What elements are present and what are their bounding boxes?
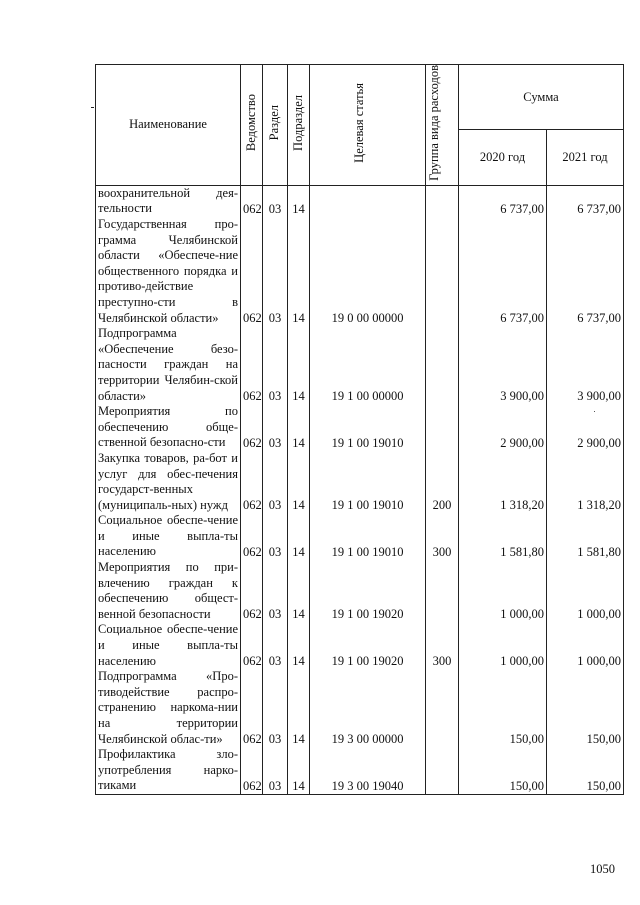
table-body — [96, 185, 624, 794]
cell-razdel: 03 — [263, 622, 288, 669]
table-row — [96, 669, 624, 747]
cell-razdel: 03 — [263, 560, 288, 622]
cell-cel: 19 1 00 19020 — [310, 560, 426, 622]
cell-razdel: 03 — [263, 669, 288, 747]
cell-cel: 19 0 00 00000 — [310, 217, 426, 326]
cell-cel — [310, 185, 426, 217]
cell-y2021: 2 900,00 — [547, 404, 624, 451]
cell-y2021: 6 737,00 — [547, 217, 624, 326]
cell-y2020: 6 737,00 — [459, 217, 547, 326]
cell-ved: 062 — [241, 747, 263, 794]
cell-cel: 19 1 00 19010 — [310, 404, 426, 451]
cell-grp — [426, 669, 459, 747]
cell-y2020: 1 000,00 — [459, 560, 547, 622]
header-name: Наименование — [96, 65, 241, 186]
cell-y2020: 1 318,20 — [459, 451, 547, 513]
cell-cel: 19 1 00 19020 — [310, 622, 426, 669]
cell-cel: 19 3 00 00000 — [310, 669, 426, 747]
cell-y2021: 1 318,20 — [547, 451, 624, 513]
cell-grp — [426, 185, 459, 217]
header-subsection: Подраздел — [288, 65, 310, 186]
cell-name: Мероприятия по при-влечению граждан к обеспечению общест-венной безопасности — [96, 560, 241, 622]
cell-y2020: 1 581,80 — [459, 513, 547, 560]
cell-cel: 19 1 00 19010 — [310, 513, 426, 560]
cell-ved: 062 — [241, 669, 263, 747]
cell-ved: 062 — [241, 404, 263, 451]
cell-grp — [426, 326, 459, 404]
cell-podrazdel: 14 — [288, 217, 310, 326]
cell-grp — [426, 217, 459, 326]
table-row — [96, 560, 624, 622]
cell-y2020: 1 000,00 — [459, 622, 547, 669]
cell-name: Подпрограмма «Обеспечение безо-пасности граждан на территории Челябин-ской области» — [96, 326, 241, 404]
cell-ved: 062 — [241, 560, 263, 622]
cell-podrazdel: 14 — [288, 451, 310, 513]
cell-podrazdel: 14 — [288, 622, 310, 669]
cell-grp — [426, 747, 459, 794]
cell-y2020: 150,00 — [459, 669, 547, 747]
cell-cel: 19 3 00 19040 — [310, 747, 426, 794]
cell-razdel: 03 — [263, 185, 288, 217]
table-row — [96, 326, 624, 404]
cell-grp: 300 — [426, 622, 459, 669]
header-year-2021: 2021 год — [547, 130, 624, 186]
header-sum: Сумма — [459, 65, 624, 130]
header-target-article: Целевая статья — [310, 65, 426, 186]
cell-ved: 062 — [241, 451, 263, 513]
cell-name: Подпрограмма «Про-тиводействие распро-странению наркома-нии на территории Челябинской облас-ти» — [96, 669, 241, 747]
cell-razdel: 03 — [263, 217, 288, 326]
cell-y2020: 2 900,00 — [459, 404, 547, 451]
cell-grp: 200 — [426, 451, 459, 513]
header-section: Раздел — [263, 65, 288, 186]
cell-podrazdel: 14 — [288, 513, 310, 560]
table-row — [96, 513, 624, 560]
page-number: 1050 — [590, 862, 615, 876]
cell-name: Социальное обеспе-чение и иные выпла-ты населению — [96, 622, 241, 669]
cell-podrazdel: 14 — [288, 404, 310, 451]
cell-y2021: 1 000,00 — [547, 560, 624, 622]
table-row — [96, 404, 624, 451]
header-year-2020: 2020 год — [459, 130, 547, 186]
cell-cel: 19 1 00 00000 — [310, 326, 426, 404]
cell-grp — [426, 560, 459, 622]
table-header — [96, 65, 624, 186]
cell-podrazdel: 14 — [288, 560, 310, 622]
cell-razdel: 03 — [263, 404, 288, 451]
cell-y2021: 6 737,00 — [547, 185, 624, 217]
header-expense-group: Группа вида расходов — [426, 65, 459, 186]
cell-grp — [426, 404, 459, 451]
cell-razdel: 03 — [263, 513, 288, 560]
table-row — [96, 622, 624, 669]
table-row — [96, 185, 624, 217]
cell-y2021: 3 900,00 — [547, 326, 624, 404]
cell-y2021: 1 000,00 — [547, 622, 624, 669]
cell-podrazdel: 14 — [288, 747, 310, 794]
cell-name: Социальное обеспе-чение и иные выпла-ты населению — [96, 513, 241, 560]
cell-razdel: 03 — [263, 326, 288, 404]
cell-name: Государственная про-грамма Челябинской области «Обеспече-ние общественного порядка и противо-действие преступно-сти в Челябинской области» — [96, 217, 241, 326]
cell-cel: 19 1 00 19010 — [310, 451, 426, 513]
cell-name: Профилактика зло-употребления нарко-тиками — [96, 747, 241, 794]
cell-podrazdel: 14 — [288, 185, 310, 217]
cell-ved: 062 — [241, 217, 263, 326]
cell-y2021: 150,00 — [547, 747, 624, 794]
cell-ved: 062 — [241, 622, 263, 669]
table-row — [96, 747, 624, 794]
cell-name: Закупка товаров, ра-бот и услуг для обес-печения государст-венных (муниципаль-ных) нужд — [96, 451, 241, 513]
cell-y2020: 6 737,00 — [459, 185, 547, 217]
cell-name: Мероприятия по обеспечению обще-ственной безопасно-сти — [96, 404, 241, 451]
cell-podrazdel: 14 — [288, 326, 310, 404]
header-department: Ведомство — [241, 65, 263, 186]
cell-ved: 062 — [241, 326, 263, 404]
margin-mark — [91, 107, 94, 108]
cell-y2021: 1 581,80 — [547, 513, 624, 560]
cell-y2020: 150,00 — [459, 747, 547, 794]
cell-y2021: 150,00 — [547, 669, 624, 747]
table-row — [96, 217, 624, 326]
cell-ved: 062 — [241, 513, 263, 560]
budget-table — [95, 64, 624, 795]
cell-ved: 062 — [241, 185, 263, 217]
cell-grp: 300 — [426, 513, 459, 560]
cell-podrazdel: 14 — [288, 669, 310, 747]
cell-y2020: 3 900,00 — [459, 326, 547, 404]
cell-razdel: 03 — [263, 747, 288, 794]
cell-razdel: 03 — [263, 451, 288, 513]
cell-name: воохранительной дея-тельности — [96, 185, 241, 217]
table-row — [96, 451, 624, 513]
